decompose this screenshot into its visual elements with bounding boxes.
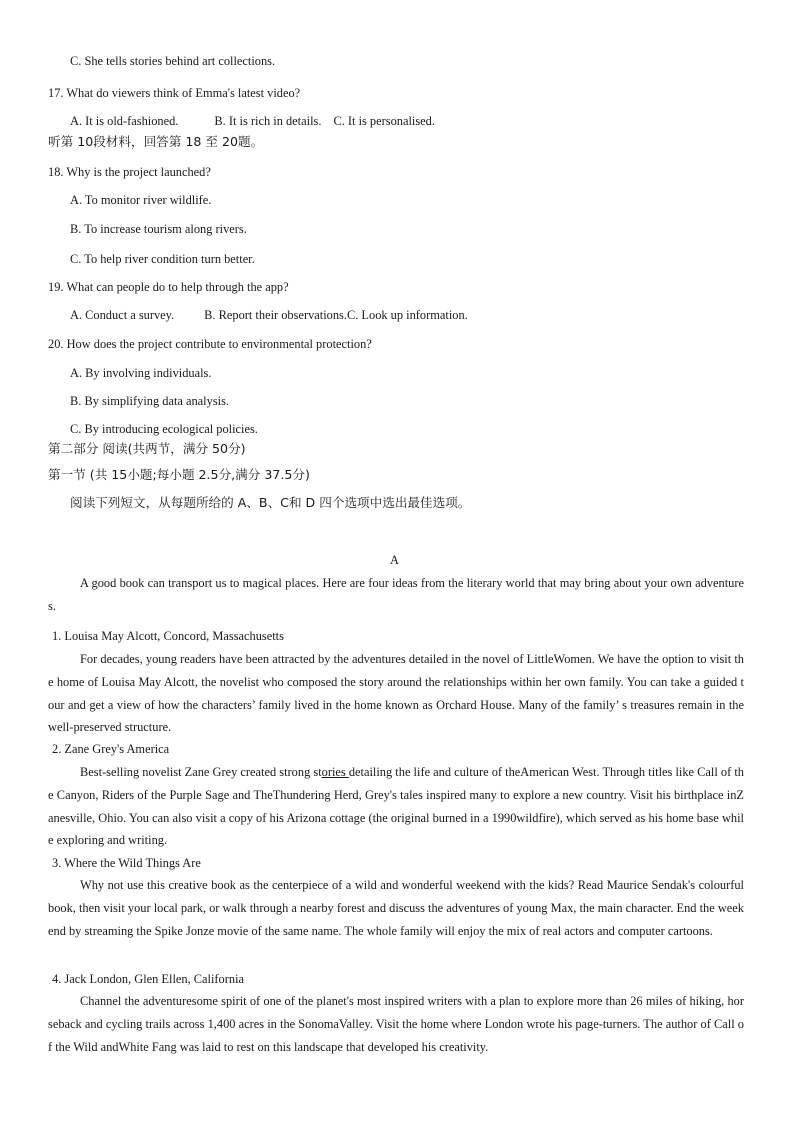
item-4-heading: 4. Jack London, Glen Ellen, California [52, 972, 245, 986]
q17-option-a: A. It is old-fashioned. [70, 114, 179, 128]
item-2-body-start: Best-selling novelist Zane Grey created strong st [80, 765, 322, 779]
q20-option-a: A. By involving individuals. [70, 366, 212, 380]
item-2-underlined-text: ories [321, 765, 349, 779]
section10-instruction: 听第 10段材料，回答第 18 至 20题。 [48, 134, 264, 149]
item-3-body: Why not use this creative book as the centerpiece of a wild and wonderful weekend with the kids? Read Maurice Sendak's colourful book, then visit your local park, or walk through a nearby forest and discuss the adventures of young Max, the main character. End the weekend by streaming the Spike Jonze movie of the same name. The whole family will enjoy the mix of real actors and computer cartoons. [48, 878, 744, 938]
q17-options [70, 112, 435, 130]
part2-heading: 第二部分 阅读(共两节，满分 50分) [48, 441, 246, 456]
q20-option-b: B. By simplifying data analysis. [70, 394, 230, 408]
q16-option-c: C. She tells stories behind art collections. [70, 54, 276, 68]
q19-option-bc: B. Report their observations.C. Look up information. [204, 308, 468, 322]
item-1-body: For decades, young readers have been attracted by the adventures detailed in the novel of LittleWomen. We have the option to visit the home of Louisa May Alcott, the novelist who composed the story around the relationships within her own family. You can take a guided tour and get a view of how the characters’ family lived in the home known as Orchard House. Many of the family’ s treasures remain in the well-preserved structure. [48, 652, 744, 735]
q19-question: 19. What can people do to help through the app? [48, 280, 289, 294]
item-3-heading: 3. Where the Wild Things Are [52, 856, 201, 870]
passage-letter: A [390, 553, 399, 567]
q20-question: 20. How does the project contribute to environmental protection? [48, 337, 372, 351]
item-2-body-rest: detailing the life and culture of theAmerican West. Through titles like Call of the Canyon, Riders of the Purple Sage and TheThundering Herd, Grey's tales inspired many to explore a new country. Visit his birthplace inZanesville, Ohio. You can also visit a copy of his Arizona cottage (the original burned in a 1990wildfire), which served as his home base while exploring and writing. [48, 765, 744, 848]
q19-options [70, 306, 468, 324]
q20-option-c: C. By introducing ecological policies. [70, 422, 258, 436]
section1-heading: 第一节 (共 15小题;每小题 2.5分,满分 37.5分) [48, 467, 310, 482]
item-4-body: Channel the adventuresome spirit of one of the planet's most inspired writers with a plan to explore more than 26 miles of hiking, horseback and cycling trails across 1,400 acres in the SonomaValley. Visit the home where London wrote his page-turners. The author of Call of the Wild andWhite Fang was laid to rest on this landscape that developed his creativity. [48, 994, 744, 1054]
q18-question: 18. Why is the project launched? [48, 165, 211, 179]
q17-option-b: B. It is rich in details. [214, 114, 322, 128]
item-2-heading: 2. Zane Grey's America [52, 742, 170, 756]
q17-question: 17. What do viewers think of Emma's latest video? [48, 86, 301, 100]
reading-instruction: 阅读下列短文，从每题所给的 A、B、C和 D 四个选项中选出最佳选项。 [70, 495, 471, 510]
item-2-body [48, 761, 744, 852]
q18-option-b: B. To increase tourism along rivers. [70, 222, 247, 236]
q18-option-a: A. To monitor river wildlife. [70, 193, 212, 207]
q17-option-c: C. It is personalised. [333, 114, 435, 128]
q19-option-a: A. Conduct a survey. [70, 308, 175, 322]
passage-intro: A good book can transport us to magical places. Here are four ideas from the literary world that may bring about your own adventures. [48, 576, 744, 613]
item-1-heading: 1. Louisa May Alcott, Concord, Massachusetts [52, 629, 284, 643]
q18-option-c: C. To help river condition turn better. [70, 252, 255, 266]
